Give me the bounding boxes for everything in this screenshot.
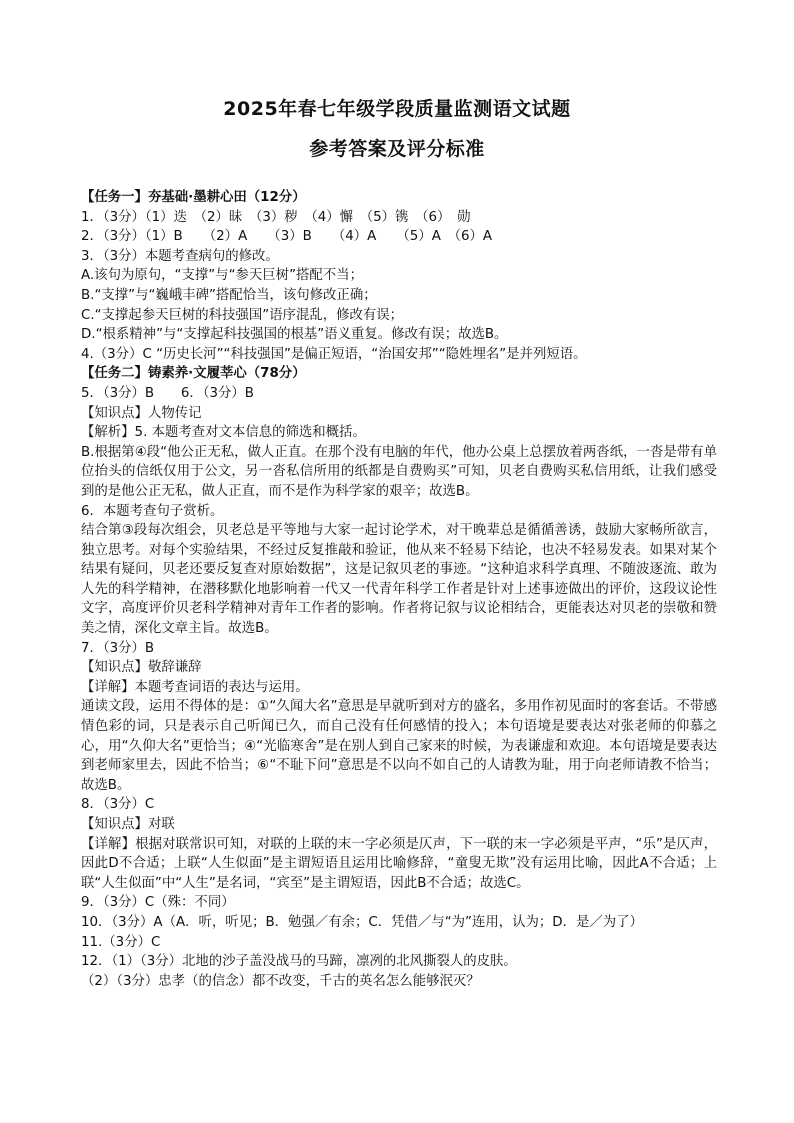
answer-line: B.“支撑”与“巍峨丰碑”搭配恰当，该句修改正确； — [81, 287, 377, 303]
answer-line: A.该句为原句，“支撑”与“参天巨树”搭配不当； — [81, 268, 363, 284]
analysis-paragraph: 通读文段，运用不得体的是：①“久闻大名”意思是早就听到对方的盛名，多用作初见面时的客套话。不带感情色彩的词，只是表示自己听闻已久，而自己没有任何感情的投入；本句语境是要表达对张老师的仰慕之心，用“久仰大名”更恰当；④“光临寒舍”是在别人到自己家来的时候，为表谦虚和欢迎。本句语境是要表达到老师家里去，因此不恰当；⑥“不耻下问”意思是不以向不如自己的人请教为耻，用于向老师请教不恰当；故选B。 — [81, 699, 717, 793]
document-title: 2025年春七年级学段质量监测语文试题 — [223, 98, 571, 120]
answer-line: 10．（3分）A（A．听，听见；B．勉强／有余；C．凭借／与“为”连用，认为；D．是／为了） — [81, 914, 643, 930]
knowledge-point: 【知识点】对联 — [81, 817, 175, 832]
analysis-paragraph: B.根据第④段“他公正无私，做人正直。在那个没有电脑的年代，他办公桌上总摆放着两沓纸，一沓是带有单位抬头的信纸仅用于公文，另一沓私信所用的纸都是自费购买”可知，贝老自费购买私信用纸，让我们感受到的是他公正无私，做人正直，而不是作为科学家的艰辛；故选B。 — [81, 444, 717, 499]
answer-content — [81, 188, 717, 991]
analysis-paragraph: 结合第③段每次组会，贝老总是平等地与大家一起讨论学术，对干晚辈总是循循善诱，鼓励大家畅所欲言，独立思考。对每个实验结果，不经过反复推敲和验证，他从来不轻易下结论，也决不轻易发表。如果对某个结果有疑问，贝老还要反复查对原始数据”，这是记叙贝老的事迹。“这种追求科学真理、不随波逐流、敢为人先的科学精神，在潜移默化地影响着一代又一代青年科学工作者是针对上述事迹做出的评价，这段议论性文字，高度评价贝老科学精神对青年工作者的影响。作者将记叙与议论相结合，更能表达对贝老的崇敬和赞美之情，深化文章主旨。故选B。 — [81, 523, 717, 637]
answer-line: C.“支撑起参天巨树的科技强国”语序混乱，修改有误； — [81, 307, 404, 323]
answer-line: 5．（3分）B 6．（3分）B — [81, 385, 254, 401]
document-subtitle: 参考答案及评分标准 — [309, 138, 485, 160]
answer-line: 2．（3分）（1）B （2）A （3）B （4）A （5）A （6）A — [81, 229, 493, 245]
answer-line: 12．（1）（3分）北地的沙子盖没战马的马蹄，凛冽的北风撕裂人的皮肤。 — [81, 954, 517, 970]
answer-line: 11.（3分）C — [81, 934, 161, 950]
analysis-line: 【解析】5. 本题考查对文本信息的筛选和概括。 — [81, 425, 366, 441]
answer-line: 1．（3分）（1）迭 （2）昧 （3）秽 （4）懈 （5）镌 （6） 勋 — [81, 209, 471, 225]
section-heading-task-2: 【任务二】铸素养·文履莘心（78分） — [81, 366, 306, 382]
answer-line: 9．（3分）C（殊：不同） — [81, 895, 235, 911]
analysis-line: 【详解】本题考查词语的表达与运用。 — [81, 679, 309, 695]
knowledge-point: 【知识点】敬辞谦辞 — [81, 660, 202, 676]
answer-line: 3．（3分）本题考查病句的修改。 — [81, 248, 279, 264]
answer-line: （2）（3分）忠孝（的信念）都不改变，千古的英名怎么能够泯灭？ — [81, 973, 480, 989]
answer-line: 6．本题考查句子赏析。 — [81, 503, 224, 519]
knowledge-point: 【知识点】人物传记 — [81, 405, 202, 421]
answer-line: 7．（3分）B — [81, 640, 155, 656]
section-heading-task-1: 【任务一】夯基础·墨耕心田（12分） — [81, 190, 306, 205]
answer-line: D.“根系精神”与“支撑起科技强国的根基”语义重复。修改有误；故选B。 — [81, 327, 508, 343]
analysis-paragraph: 【详解】根据对联常识可知，对联的上联的末一字必须是仄声，下一联的末一字必须是平声，“乐”是仄声，因此D不合适；上联“人生似面”是主谓短语且运用比喻修辞，“童叟无欺”没有运用比喻，因此A不合适；上联“人生似面”中“人生”是名词，“宾至”是主谓短语，因此B不合适；故选C。 — [81, 836, 717, 891]
answer-line: 8．（3分）C — [81, 797, 155, 813]
answer-line: 4.（3分）C “历史长河”“科技强国”是偏正短语，“治国安邦”“隐姓埋名”是并列短语。 — [81, 346, 587, 362]
